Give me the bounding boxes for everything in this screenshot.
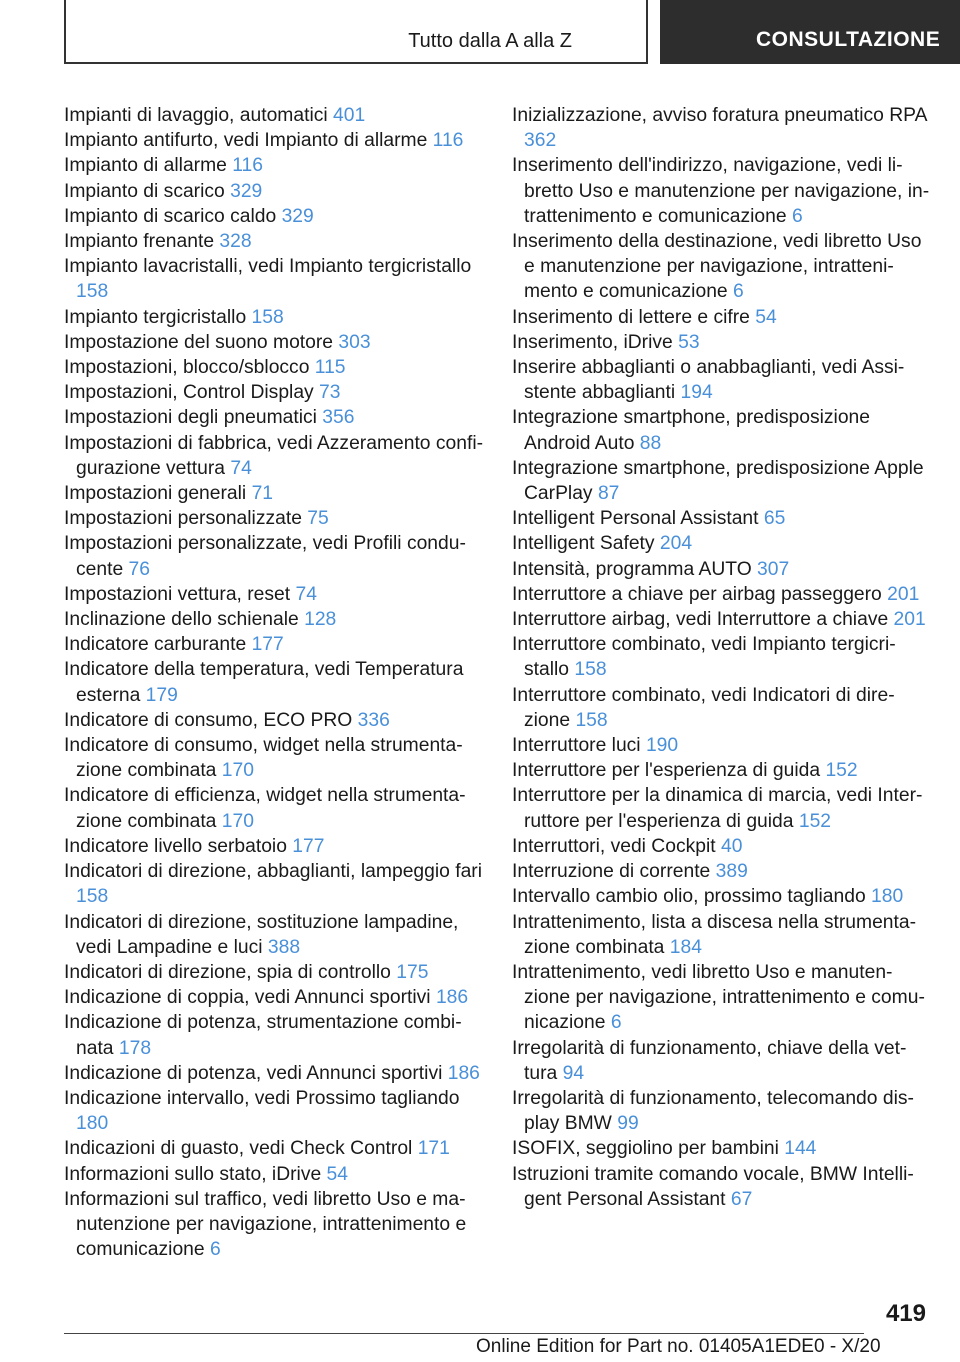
page-reference-link[interactable]: 152 — [825, 760, 858, 782]
entry-text: Indicatori di direzione, abbaglianti, lampeggio fari — [64, 861, 483, 883]
index-entry — [64, 305, 484, 330]
entry-text: Integrazione smartphone, predisposizione Android Auto — [512, 407, 870, 454]
index-entry — [64, 1061, 484, 1086]
page-reference-link[interactable]: 152 — [798, 810, 832, 832]
entry-text: Indicatore carburante — [64, 634, 252, 656]
index-entry — [64, 128, 484, 153]
entry-text: ISOFIX, seggiolino per bambini — [512, 1138, 785, 1160]
index-entry — [512, 582, 932, 607]
page-reference-link[interactable]: 388 — [267, 936, 301, 958]
index-entry — [512, 884, 932, 909]
page-reference-link[interactable]: 54 — [755, 306, 777, 328]
index-entry — [64, 657, 484, 707]
index-entry — [512, 758, 932, 783]
page-reference-link[interactable]: 175 — [396, 961, 429, 983]
page-reference-link[interactable]: 116 — [232, 155, 263, 177]
entry-text: Impostazioni degli pneumatici — [64, 407, 323, 429]
index-entry — [512, 229, 932, 305]
index-entry — [512, 153, 932, 229]
page-reference-link[interactable]: 158 — [251, 306, 284, 328]
index-entry — [64, 985, 484, 1010]
entry-text: Impostazioni personalizzate — [64, 508, 308, 530]
entry-text: Indicatori di direzione, sostituzione lampadine, vedi Lampadine e luci — [64, 911, 459, 958]
index-entry — [64, 733, 484, 783]
index-entry — [64, 1187, 484, 1263]
index-entry — [512, 910, 932, 960]
index-entry — [64, 481, 484, 506]
entry-text: Istruzioni tramite comando vocale, BMW Intelligent Personal Assistant — [512, 1163, 914, 1210]
entry-text: Inserimento dell'indirizzo, navigazione, vedi libretto Uso e manutenzione per navigazione, intrattenimento e comunicazione — [512, 155, 930, 227]
entry-text: Interruttore combinato, vedi Impianto tergicristallo — [512, 634, 896, 681]
index-entry — [64, 355, 484, 380]
index-entry — [64, 103, 484, 128]
page-reference-link[interactable]: 179 — [145, 684, 178, 706]
page-reference-link[interactable]: 356 — [322, 407, 355, 429]
index-entry — [512, 960, 932, 1036]
page-reference-link[interactable]: 190 — [645, 735, 679, 757]
page-reference-link[interactable]: 67 — [730, 1188, 753, 1210]
page-reference-link[interactable]: 328 — [219, 231, 252, 253]
entry-text: Indicazione intervallo, vedi Prossimo tagliando — [64, 1087, 460, 1109]
page-reference-link[interactable]: 180 — [871, 886, 904, 908]
index-entry — [64, 859, 484, 909]
page-reference-link[interactable]: 170 — [221, 810, 254, 832]
entry-text: Intrattenimento, lista a discesa nella strumentazione combinata — [512, 911, 917, 958]
index-entry — [64, 960, 484, 985]
index-entry — [512, 355, 932, 405]
entry-text: Intrattenimento, vedi libretto Uso e manutenzione per navigazione, intrattenimento e comunicazione — [512, 961, 925, 1034]
section-title: Tutto dalla A alla Z — [408, 30, 572, 52]
entry-text: Interruttore luci — [512, 735, 646, 757]
page-reference-link[interactable]: 158 — [76, 886, 109, 908]
page-reference-link[interactable]: 74 — [295, 583, 317, 605]
page-reference-link[interactable]: 54 — [326, 1163, 348, 1185]
entry-text: Impianto di allarme — [64, 155, 233, 177]
index-entry — [512, 531, 932, 556]
entry-text: Indicazione di potenza, vedi Annunci sportivi — [64, 1062, 448, 1084]
page-reference-link[interactable]: 336 — [357, 709, 390, 731]
edition-footer: Online Edition for Part no. 01405A1EDE0 - X/20 — [476, 1336, 881, 1357]
entry-text: Impianti di lavaggio, automatici — [64, 105, 334, 126]
index-entry — [64, 582, 484, 607]
index-entry — [512, 1136, 932, 1161]
entry-text: Interruttore per la dinamica di marcia, vedi Interruttore per l'esperienza di guida — [512, 785, 923, 832]
index-entry — [512, 103, 932, 153]
index-entry — [64, 254, 484, 304]
entry-text: Impostazioni personalizzate, vedi Profili conducente — [64, 533, 466, 580]
entry-text: Irregolarità di funzionamento, telecomando display BMW — [512, 1087, 914, 1135]
page-reference-link[interactable]: 329 — [281, 205, 314, 227]
page-reference-link[interactable]: 201 — [887, 583, 920, 605]
entry-text: Interruttori, vedi Cockpit — [512, 835, 721, 857]
entry-text: Indicatore di efficienza, widget nella strumentazione combinata — [64, 785, 466, 832]
entry-text: Interruzione di corrente — [512, 861, 716, 883]
page-reference-link[interactable]: 6 — [209, 1239, 221, 1261]
page-reference-link[interactable]: 158 — [76, 281, 109, 303]
page-reference-link[interactable]: 307 — [757, 558, 790, 580]
entry-text: Impostazioni di fabbrica, vedi Azzeramento configurazione vettura — [64, 432, 484, 479]
entry-text: Impianto antifurto, vedi Impianto di allarme — [64, 130, 433, 152]
index-entry — [512, 632, 932, 682]
index-entry — [512, 607, 932, 632]
page-reference-link[interactable]: 362 — [524, 130, 557, 152]
entry-text: Inclinazione dello schienale — [64, 609, 305, 631]
index-entry — [64, 531, 484, 581]
entry-text: Indicazione di potenza, strumentazione combinata — [64, 1012, 462, 1059]
page-reference-link[interactable]: 144 — [784, 1138, 817, 1160]
index-entry — [512, 330, 932, 355]
entry-text: Impianto tergicristallo — [64, 306, 252, 328]
index-entry — [512, 305, 932, 330]
index-entry — [512, 733, 932, 758]
page-number: 419 — [885, 1300, 926, 1327]
index-entry — [512, 683, 932, 733]
entry-text: Intensità, programma AUTO — [512, 558, 758, 580]
page-reference-link[interactable]: 6 — [791, 205, 803, 227]
chapter-tab: CONSULTAZIONE — [660, 0, 960, 64]
entry-text: Impostazione del suono motore — [64, 331, 339, 353]
page-reference-link[interactable]: 74 — [230, 457, 252, 479]
index-entry — [512, 783, 932, 833]
page-reference-link[interactable]: 177 — [251, 634, 284, 656]
index-entry — [64, 1010, 484, 1060]
header-frame — [64, 0, 648, 64]
entry-text: Impianto di scarico caldo — [64, 205, 282, 227]
page-reference-link[interactable]: 186 — [447, 1062, 480, 1084]
entry-text: Inserimento di lettere e cifre — [512, 306, 756, 328]
page-reference-link[interactable]: 186 — [435, 987, 469, 1009]
page-reference-link[interactable]: 40 — [720, 835, 743, 857]
page-reference-link[interactable]: 204 — [659, 533, 693, 555]
index-entry — [64, 153, 484, 178]
page-reference-link[interactable]: 71 — [251, 483, 274, 505]
page-reference-link[interactable]: 184 — [669, 936, 702, 958]
index-entry — [64, 405, 484, 430]
entry-text: Indicazioni di guasto, vedi Check Control — [64, 1138, 418, 1160]
page-reference-link[interactable]: 75 — [307, 508, 329, 530]
index-entry — [64, 380, 484, 405]
page-reference-link[interactable]: 87 — [597, 483, 620, 505]
index-entry — [64, 1162, 484, 1187]
page-reference-link[interactable]: 180 — [76, 1113, 109, 1135]
page-reference-link[interactable]: 171 — [417, 1138, 450, 1160]
page-reference-link[interactable]: 53 — [678, 331, 700, 353]
index-entry — [512, 506, 932, 531]
entry-text: Inizializzazione, avviso foratura pneumatico RPA — [512, 105, 927, 126]
entry-text: Impianto di scarico — [64, 180, 231, 202]
page-reference-link[interactable]: 73 — [319, 382, 341, 404]
index-entry — [64, 834, 484, 859]
index-entry — [64, 179, 484, 204]
entry-text: Impostazioni, Control Display — [64, 382, 320, 404]
page-reference-link[interactable]: 178 — [118, 1037, 152, 1059]
page-reference-link[interactable]: 6 — [610, 1012, 622, 1034]
page-reference-link[interactable]: 158 — [575, 709, 608, 731]
entry-text: Intelligent Personal Assistant — [512, 508, 764, 530]
index-entry — [64, 506, 484, 531]
entry-text: Informazioni sullo stato, iDrive — [64, 1163, 327, 1185]
page-reference-link[interactable]: 389 — [715, 861, 748, 883]
entry-text: Integrazione smartphone, predisposizione Apple CarPlay — [512, 457, 924, 505]
index-entry — [64, 204, 484, 229]
entry-text: Informazioni sul traffico, vedi libretto Uso e manutenzione per navigazione, intrattenimento e comunicazione — [64, 1188, 467, 1261]
index-entry — [64, 1136, 484, 1161]
entry-text: Impostazioni generali — [64, 483, 252, 505]
entry-text: Irregolarità di funzionamento, chiave della vettura — [512, 1037, 907, 1084]
index-entry — [512, 834, 932, 859]
entry-text: Impostazioni vettura, reset — [64, 583, 296, 605]
index-entry — [512, 1086, 932, 1136]
entry-text: Intelligent Safety — [512, 533, 660, 555]
entry-text: Impianto frenante — [64, 231, 220, 253]
page-reference-link[interactable]: 170 — [221, 760, 254, 782]
index-entry — [512, 456, 932, 506]
entry-text: Indicatore di consumo, ECO PRO — [64, 709, 358, 731]
entry-text: Intervallo cambio olio, prossimo tagliando — [512, 886, 872, 908]
page-reference-link[interactable]: 401 — [333, 105, 366, 126]
entry-text: Interruttore airbag, vedi Interruttore a chiave — [512, 609, 894, 631]
entry-text: Indicatori di direzione, spia di controllo — [64, 961, 397, 983]
index-column-left — [64, 103, 484, 1262]
index-entry — [64, 330, 484, 355]
page-reference-link[interactable]: 303 — [338, 331, 371, 353]
entry-text: Impianto lavacristalli, vedi Impianto tergicristallo — [64, 256, 472, 278]
entry-text: Interruttore a chiave per airbag passeggero — [512, 583, 888, 605]
entry-text: Indicatore livello serbatoio — [64, 835, 293, 857]
entry-text: Inserire abbaglianti o anabbaglianti, vedi Assistente abbaglianti — [512, 357, 905, 404]
index-column-right — [512, 103, 932, 1212]
index-entry — [64, 1086, 484, 1136]
entry-text: Interruttore combinato, vedi Indicatori di direzione — [512, 684, 895, 731]
page-reference-link[interactable]: 158 — [574, 659, 607, 681]
page-reference-link[interactable]: 128 — [304, 609, 337, 631]
page-reference-link[interactable]: 201 — [893, 609, 926, 631]
index-entry — [64, 431, 484, 481]
index-entry — [64, 229, 484, 254]
page-reference-link[interactable]: 99 — [617, 1113, 639, 1135]
index-entry — [64, 708, 484, 733]
index-entry — [512, 1036, 932, 1086]
page-reference-link[interactable]: 177 — [292, 835, 325, 857]
entry-text: Indicazione di coppia, vedi Annunci sportivi — [64, 987, 436, 1009]
page-reference-link[interactable]: 115 — [314, 357, 346, 379]
page-reference-link[interactable]: 94 — [562, 1062, 585, 1084]
entry-text: Impostazioni, blocco/sblocco — [64, 357, 315, 379]
index-entry — [64, 783, 484, 833]
index-entry — [64, 607, 484, 632]
page-reference-link[interactable]: 329 — [230, 180, 263, 202]
index-entry — [512, 405, 932, 455]
page-reference-link[interactable]: 6 — [733, 281, 744, 303]
page-reference-link[interactable]: 88 — [639, 432, 662, 454]
index-entry — [512, 557, 932, 582]
entry-text: Interruttore per l'esperienza di guida — [512, 760, 826, 782]
entry-text: Indicatore della temperatura, vedi Temperatura esterna — [64, 659, 464, 706]
page-reference-link[interactable]: 116 — [432, 130, 464, 152]
entry-text: Inserimento, iDrive — [512, 331, 679, 353]
entry-text: Indicatore di consumo, widget nella strumentazione combinata — [64, 735, 463, 782]
entry-text: Inserimento della destinazione, vedi libretto Uso e manutenzione per navigazione, intrattenimento e comunicazione — [512, 231, 922, 303]
page-reference-link[interactable]: 65 — [763, 508, 786, 530]
index-entry — [64, 632, 484, 657]
index-entry — [512, 859, 932, 884]
page-reference-link[interactable]: 76 — [128, 558, 150, 580]
page-reference-link[interactable]: 194 — [680, 382, 713, 404]
index-entry — [512, 1162, 932, 1212]
index-entry — [64, 910, 484, 960]
footer-divider — [64, 1333, 864, 1334]
